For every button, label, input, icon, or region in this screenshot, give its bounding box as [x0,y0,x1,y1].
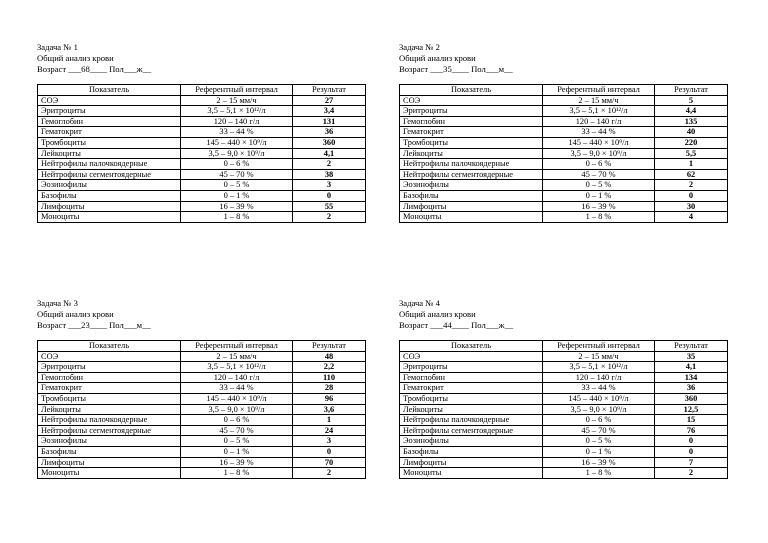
reference-range-cell: 1 – 8 % [181,468,293,479]
indicator-cell: Тромбоциты [400,137,543,148]
indicator-cell: Эозинофилы [38,180,181,191]
indicator-cell: Тромбоциты [400,393,543,404]
reference-range-cell: 33 – 44 % [543,127,655,138]
indicator-cell: Нейтрофилы палочкоядерные [38,159,181,170]
result-cell: 1 [293,415,366,426]
table-row [400,457,728,468]
blood-test-table [37,84,366,223]
result-cell: 110 [293,372,366,383]
result-cell: 30 [655,201,728,212]
indicator-cell: Нейтрофилы сегментоядерные [400,425,543,436]
reference-range-cell: 45 – 70 % [181,169,293,180]
result-cell: 70 [293,457,366,468]
reference-range-cell: 145 – 440 × 10⁹/л [181,393,293,404]
reference-range-cell: 0 – 6 % [543,159,655,170]
table-row [38,159,366,170]
indicator-cell: Базофилы [38,446,181,457]
task-subtitle: Общий анализ крови [399,53,476,63]
result-cell: 48 [293,351,366,362]
task-title: Задача № 3 [37,298,78,308]
indicator-cell: Гемоглобин [400,116,543,127]
table-header-row [400,341,728,352]
indicator-cell: Эозинофилы [400,436,543,447]
result-cell: 28 [293,383,366,394]
task-title: Задача № 2 [399,42,440,52]
reference-range-cell: 3,5 – 9,0 × 10⁹/л [543,404,655,415]
indicator-cell: Гемоглобин [400,372,543,383]
reference-range-cell: 0 – 5 % [543,436,655,447]
column-header: Результат [293,85,366,96]
table-row [400,106,728,117]
column-header: Показатель [38,85,181,96]
result-cell: 0 [293,446,366,457]
indicator-cell: Лейкоциты [400,148,543,159]
task-3 [37,298,366,479]
result-cell: 36 [655,383,728,394]
indicator-cell: Гематокрит [38,383,181,394]
table-row [400,468,728,479]
age-sex-line: Возраст ___23____ Пол___м__ [37,320,151,330]
indicator-cell: Гематокрит [38,127,181,138]
result-cell: 0 [655,446,728,457]
indicator-cell: Гемоглобин [38,372,181,383]
table-row [400,372,728,383]
reference-range-cell: 16 – 39 % [181,201,293,212]
table-row [400,425,728,436]
indicator-cell: Базофилы [400,190,543,201]
table-row [400,127,728,138]
column-header: Референтный интервал [181,85,293,96]
reference-range-cell: 45 – 70 % [181,425,293,436]
age-sex-line: Возраст ___35____ Пол___м__ [399,64,513,74]
result-cell: 4,1 [293,148,366,159]
task-header [399,298,728,331]
result-cell: 2,2 [293,362,366,373]
table-row [400,148,728,159]
indicator-cell: Моноциты [400,212,543,223]
table-row [38,190,366,201]
reference-range-cell: 0 – 6 % [181,159,293,170]
reference-range-cell: 45 – 70 % [543,425,655,436]
indicator-cell: Тромбоциты [38,137,181,148]
task-header [399,42,728,75]
result-cell: 3 [293,436,366,447]
result-cell: 27 [293,95,366,106]
table-row [400,362,728,373]
indicator-cell: Эритроциты [38,106,181,117]
reference-range-cell: 120 – 140 г/л [181,372,293,383]
table-header-row [38,341,366,352]
task-subtitle: Общий анализ крови [399,309,476,319]
result-cell: 5 [655,95,728,106]
reference-range-cell: 3,5 – 9,0 × 10⁹/л [543,148,655,159]
reference-range-cell: 33 – 44 % [543,383,655,394]
table-row [38,212,366,223]
reference-range-cell: 0 – 1 % [181,190,293,201]
reference-range-cell: 1 – 8 % [181,212,293,223]
indicator-cell: Эритроциты [400,362,543,373]
table-row [400,393,728,404]
task-2 [399,42,728,223]
indicator-cell: Эозинофилы [400,180,543,191]
table-row [38,180,366,191]
table-row [38,446,366,457]
table-row [38,457,366,468]
table-row [38,436,366,447]
indicator-cell: Гематокрит [400,383,543,394]
reference-range-cell: 3,5 – 9,0 × 10⁹/л [181,404,293,415]
reference-range-cell: 120 – 140 г/л [543,372,655,383]
table-row [38,116,366,127]
age-sex-line: Возраст ___68____ Пол___ж__ [37,64,152,74]
reference-range-cell: 145 – 440 × 10⁹/л [543,393,655,404]
column-header: Показатель [38,341,181,352]
indicator-cell: Базофилы [38,190,181,201]
result-cell: 7 [655,457,728,468]
result-cell: 36 [293,127,366,138]
indicator-cell: Нейтрофилы палочкоядерные [400,415,543,426]
table-row [38,383,366,394]
indicator-cell: Нейтрофилы сегментоядерные [38,425,181,436]
indicator-cell: Нейтрофилы палочкоядерные [38,415,181,426]
table-row [38,393,366,404]
indicator-cell: Эритроциты [400,106,543,117]
reference-range-cell: 3,5 – 5,1 × 10¹²/л [543,362,655,373]
table-row [38,201,366,212]
column-header: Показатель [400,341,543,352]
indicator-cell: Лейкоциты [400,404,543,415]
result-cell: 4,1 [655,362,728,373]
indicator-cell: Лейкоциты [38,148,181,159]
table-row [38,148,366,159]
table-row [400,383,728,394]
indicator-cell: Нейтрофилы палочкоядерные [400,159,543,170]
indicator-cell: Лимфоциты [38,457,181,468]
table-header-row [400,85,728,96]
table-row [400,446,728,457]
result-cell: 4,4 [655,106,728,117]
table-row [400,415,728,426]
result-cell: 134 [655,372,728,383]
result-cell: 2 [655,468,728,479]
reference-range-cell: 3,5 – 5,1 × 10¹²/л [181,362,293,373]
table-row [38,415,366,426]
table-row [400,116,728,127]
result-cell: 135 [655,116,728,127]
task-header [37,298,366,331]
blood-test-table [399,340,728,479]
task-title: Задача № 1 [37,42,78,52]
indicator-cell: Эозинофилы [38,436,181,447]
result-cell: 2 [293,468,366,479]
result-cell: 15 [655,415,728,426]
indicator-cell: СОЭ [38,95,181,106]
reference-range-cell: 120 – 140 г/л [181,116,293,127]
result-cell: 12,5 [655,404,728,415]
result-cell: 40 [655,127,728,138]
task-subtitle: Общий анализ крови [37,309,114,319]
reference-range-cell: 0 – 5 % [181,180,293,191]
reference-range-cell: 16 – 39 % [543,457,655,468]
result-cell: 360 [293,137,366,148]
table-row [38,137,366,148]
result-cell: 3,4 [293,106,366,117]
result-cell: 2 [655,180,728,191]
result-cell: 220 [655,137,728,148]
reference-range-cell: 0 – 6 % [181,415,293,426]
reference-range-cell: 45 – 70 % [543,169,655,180]
indicator-cell: СОЭ [400,351,543,362]
reference-range-cell: 0 – 6 % [543,415,655,426]
result-cell: 3,6 [293,404,366,415]
reference-range-cell: 2 – 15 мм/ч [543,95,655,106]
task-4 [399,298,728,479]
result-cell: 5,5 [655,148,728,159]
result-cell: 24 [293,425,366,436]
column-header: Результат [293,341,366,352]
indicator-cell: Лимфоциты [400,201,543,212]
result-cell: 1 [655,159,728,170]
reference-range-cell: 0 – 1 % [181,446,293,457]
table-row [400,180,728,191]
indicator-cell: Моноциты [38,468,181,479]
table-row [400,436,728,447]
result-cell: 35 [655,351,728,362]
reference-range-cell: 120 – 140 г/л [543,116,655,127]
table-row [38,106,366,117]
table-row [38,404,366,415]
result-cell: 55 [293,201,366,212]
reference-range-cell: 0 – 5 % [181,436,293,447]
table-row [38,425,366,436]
table-header-row [38,85,366,96]
result-cell: 96 [293,393,366,404]
result-cell: 2 [293,212,366,223]
table-row [38,95,366,106]
task-title: Задача № 4 [399,298,440,308]
column-header: Референтный интервал [543,85,655,96]
reference-range-cell: 145 – 440 × 10⁹/л [543,137,655,148]
table-row [38,169,366,180]
indicator-cell: Гематокрит [400,127,543,138]
result-cell: 0 [293,190,366,201]
age-sex-line: Возраст ___44____ Пол___ж__ [399,320,514,330]
reference-range-cell: 3,5 – 5,1 × 10¹²/л [543,106,655,117]
reference-range-cell: 145 – 440 × 10⁹/л [181,137,293,148]
column-header: Референтный интервал [543,341,655,352]
reference-range-cell: 3,5 – 5,1 × 10¹²/л [181,106,293,117]
table-row [400,169,728,180]
reference-range-cell: 3,5 – 9,0 × 10⁹/л [181,148,293,159]
indicator-cell: СОЭ [38,351,181,362]
reference-range-cell: 2 – 15 мм/ч [543,351,655,362]
indicator-cell: СОЭ [400,95,543,106]
reference-range-cell: 33 – 44 % [181,127,293,138]
table-row [38,127,366,138]
indicator-cell: Лейкоциты [38,404,181,415]
result-cell: 2 [293,159,366,170]
table-row [400,351,728,362]
table-row [38,468,366,479]
result-cell: 62 [655,169,728,180]
reference-range-cell: 16 – 39 % [543,201,655,212]
reference-range-cell: 0 – 1 % [543,190,655,201]
table-row [400,137,728,148]
result-cell: 360 [655,393,728,404]
result-cell: 76 [655,425,728,436]
indicator-cell: Базофилы [400,446,543,457]
table-row [400,190,728,201]
table-row [38,351,366,362]
indicator-cell: Нейтрофилы сегментоядерные [38,169,181,180]
result-cell: 3 [293,180,366,191]
column-header: Результат [655,341,728,352]
reference-range-cell: 16 – 39 % [181,457,293,468]
task-header [37,42,366,75]
result-cell: 38 [293,169,366,180]
blood-test-table [399,84,728,223]
result-cell: 131 [293,116,366,127]
reference-range-cell: 1 – 8 % [543,468,655,479]
indicator-cell: Моноциты [38,212,181,223]
reference-range-cell: 0 – 5 % [543,180,655,191]
indicator-cell: Лимфоциты [38,201,181,212]
blood-test-table [37,340,366,479]
task-subtitle: Общий анализ крови [37,53,114,63]
indicator-cell: Нейтрофилы сегментоядерные [400,169,543,180]
result-cell: 0 [655,190,728,201]
indicator-cell: Лимфоциты [400,457,543,468]
column-header: Показатель [400,85,543,96]
reference-range-cell: 33 – 44 % [181,383,293,394]
indicator-cell: Тромбоциты [38,393,181,404]
reference-range-cell: 0 – 1 % [543,446,655,457]
task-1 [37,42,366,223]
table-row [400,201,728,212]
reference-range-cell: 2 – 15 мм/ч [181,95,293,106]
result-cell: 4 [655,212,728,223]
indicator-cell: Гемоглобин [38,116,181,127]
table-row [400,212,728,223]
table-row [400,404,728,415]
table-row [38,362,366,373]
indicator-cell: Эритроциты [38,362,181,373]
table-row [400,95,728,106]
reference-range-cell: 2 – 15 мм/ч [181,351,293,362]
column-header: Референтный интервал [181,341,293,352]
result-cell: 0 [655,436,728,447]
indicator-cell: Моноциты [400,468,543,479]
column-header: Результат [655,85,728,96]
table-row [400,159,728,170]
reference-range-cell: 1 – 8 % [543,212,655,223]
table-row [38,372,366,383]
